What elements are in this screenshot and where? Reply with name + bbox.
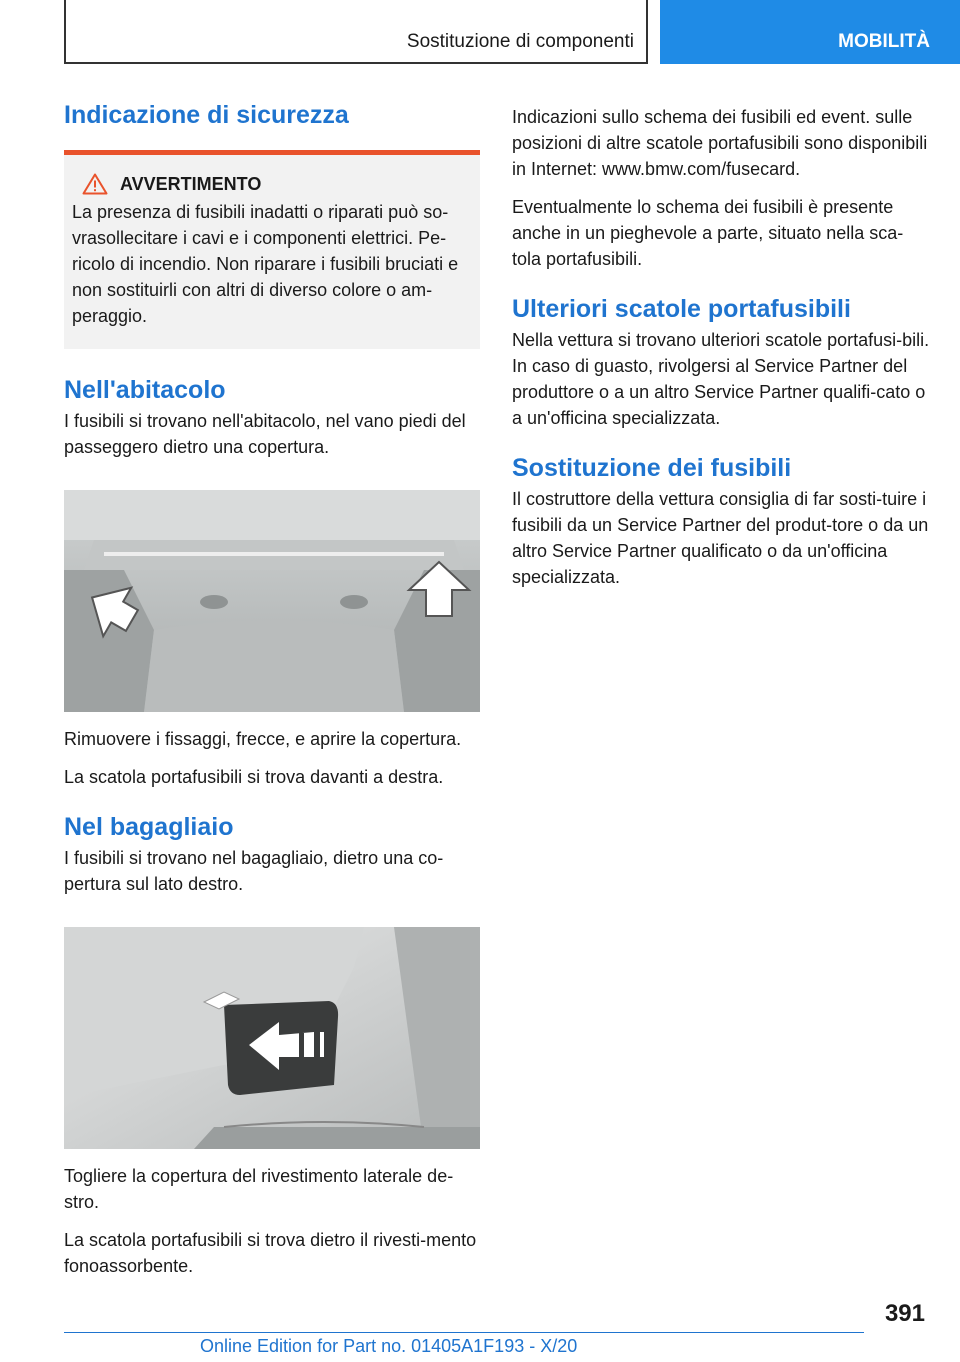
additional-boxes-text: Nella vettura si trovano ulteriori scatole portafusi-bili. In caso di guasto, rivolgersi al Service Partner del produttore o a un altro Service Partner qualifi-cato o a un'officina specializzata.	[512, 330, 930, 428]
left-column	[64, 100, 480, 1279]
edition-footer: Online Edition for Part no. 01405A1F193 - X/20	[200, 1336, 578, 1356]
trunk-step: Togliere la copertura del rivestimento laterale de-stro.	[64, 1166, 454, 1212]
chapter-title: Sostituzione di componenti	[64, 0, 648, 64]
cabin-cover-photo	[64, 490, 480, 712]
cabin-step: Rimuovere i fissaggi, frecce, e aprire la copertura.	[64, 729, 462, 749]
scheme-info-text: Indicazioni sullo schema dei fusibili ed event. sulle posizioni di altre scatole portafusibili sono disponibili in Internet: www.bmw.com/fusecard.	[512, 107, 928, 179]
section-tab[interactable]: MOBILITÀ	[660, 0, 960, 64]
warning-header	[72, 173, 472, 195]
footer-rule	[64, 1332, 864, 1333]
cabin-heading: Nell'abitacolo	[64, 376, 226, 404]
additional-boxes-heading: Ulteriori scatole portafusibili	[512, 295, 851, 323]
right-column	[512, 100, 930, 590]
safety-heading: Indicazione di sicurezza	[64, 101, 349, 129]
cabin-location: La scatola portafusibili si trova davanti a destra.	[64, 767, 444, 787]
cabin-intro: I fusibili si trovano nell'abitacolo, nel vano piedi del passeggero dietro una copertura.	[64, 411, 466, 457]
trunk-heading: Nel bagagliaio	[64, 813, 234, 841]
trunk-intro: I fusibili si trovano nel bagagliaio, dietro una co-pertura sul lato destro.	[64, 848, 444, 894]
warning-label: AVVERTIMENTO	[120, 173, 262, 194]
page-header	[0, 0, 960, 66]
page-number: 391	[884, 1300, 925, 1327]
warning-box	[64, 155, 480, 349]
trunk-location: La scatola portafusibili si trova dietro il rivesti-mento fonoassorbente.	[64, 1230, 477, 1276]
warning-triangle-icon	[82, 173, 108, 195]
warning-text: La presenza di fusibili inadatti o riparati può so-vrasollecitare i cavi e i componenti elettrici. Pe-ricolo di incendio. Non riparare i fusibili bruciati e non sostituirli con altri di diverso colore o am-peraggio.	[72, 202, 459, 326]
trunk-cover-photo	[64, 927, 480, 1149]
replace-fuses-text: Il costruttore della vettura consiglia di far sosti-tuire i fusibili da un Service Partner del produt-tore o da un altro Service Partner qualificato o da un'officina specializzata.	[512, 489, 929, 587]
replace-fuses-heading: Sostituzione dei fusibili	[512, 454, 792, 482]
scheme-leaflet-text: Eventualmente lo schema dei fusibili è presente anche in un pieghevole a parte, situato nella sca-tola portafusibili.	[512, 197, 904, 269]
